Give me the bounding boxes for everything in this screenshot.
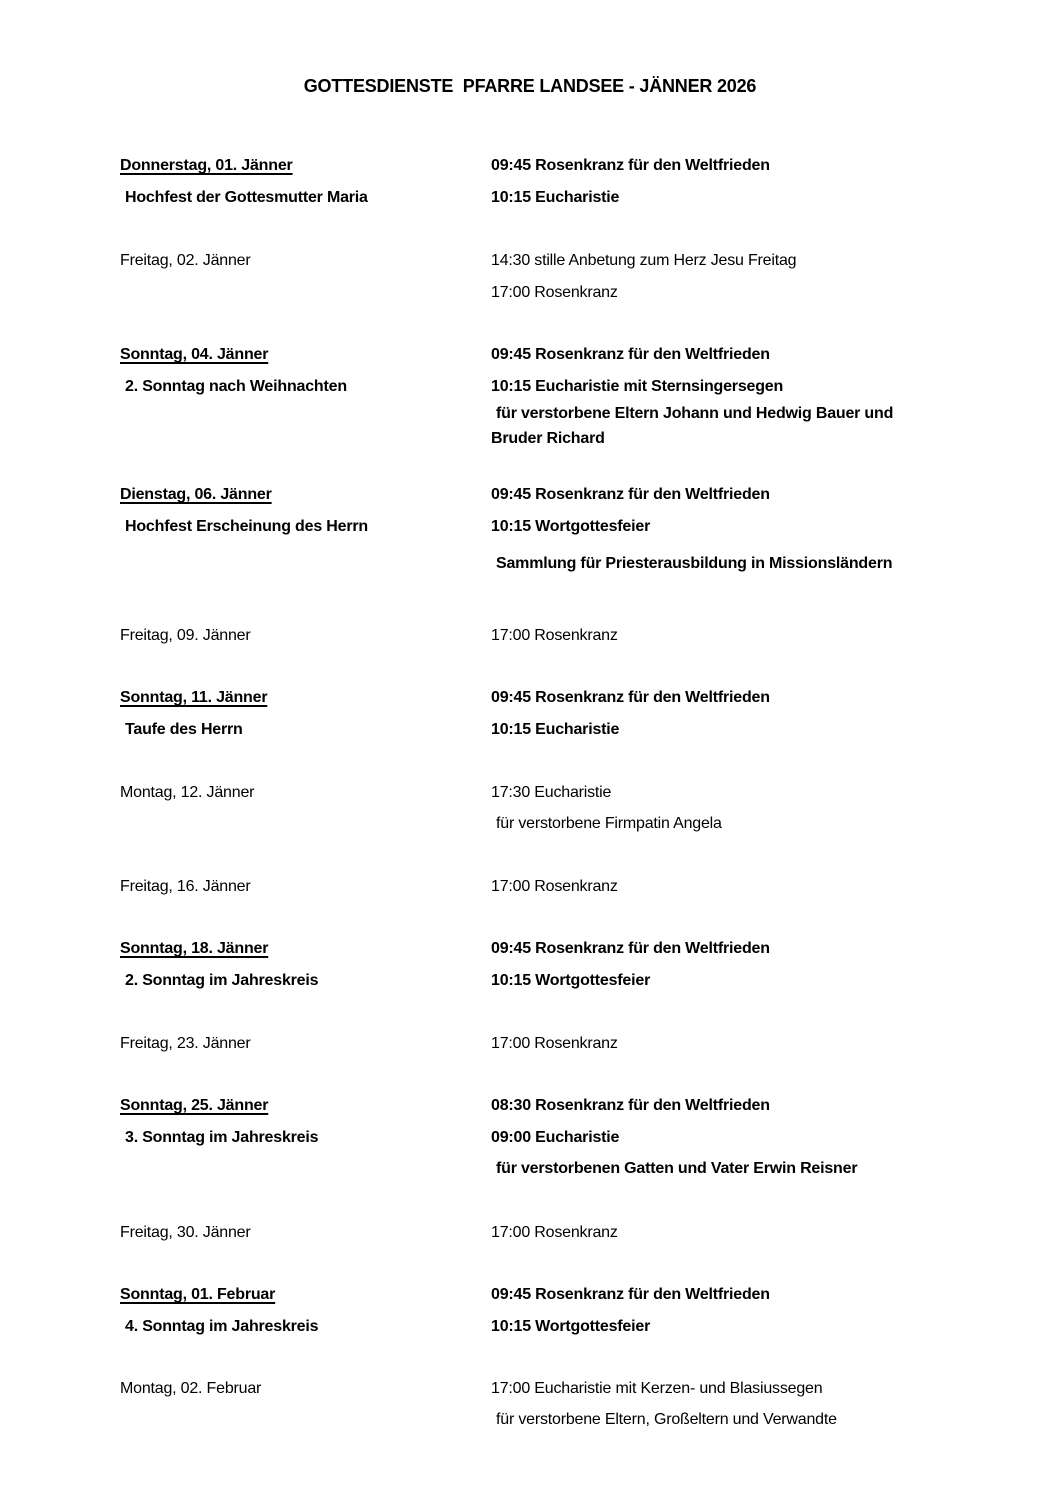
service-cell: 17:00 Eucharistie mit Kerzen- und Blasiussegen [491, 1380, 823, 1397]
service-cell: 10:15 Eucharistie mit Sternsingersegen [491, 378, 784, 395]
service-cell: für verstorbenen Gatten und Vater Erwin Reisner [496, 1160, 858, 1177]
date-cell: 3. Sonntag im Jahreskreis [125, 1129, 319, 1146]
service-cell: 10:15 Wortgottesfeier [491, 1318, 651, 1335]
date-cell: Freitag, 30. Jänner [120, 1224, 251, 1241]
service-cell: 09:45 Rosenkranz für den Weltfrieden [491, 1286, 770, 1303]
service-cell: 10:15 Wortgottesfeier [491, 518, 651, 535]
service-cell: 09:00 Eucharistie [491, 1129, 620, 1146]
service-cell: 10:15 Wortgottesfeier [491, 972, 651, 989]
date-cell: Sonntag, 25. Jänner [120, 1097, 269, 1114]
date-cell: Sonntag, 04. Jänner [120, 346, 269, 363]
date-cell: 2. Sonntag im Jahreskreis [125, 972, 319, 989]
service-cell: 17:00 Rosenkranz [491, 1035, 618, 1052]
service-cell: Bruder Richard [491, 430, 605, 447]
service-cell: 09:45 Rosenkranz für den Weltfrieden [491, 689, 770, 706]
service-cell: 17:30 Eucharistie [491, 784, 612, 801]
date-cell: 2. Sonntag nach Weihnachten [125, 378, 347, 395]
service-cell: für verstorbene Firmpatin Angela [496, 815, 722, 832]
page-title: GOTTESDIENSTE PFARRE LANDSEE - JÄNNER 2026 [303, 76, 757, 96]
service-cell: 10:15 Eucharistie [491, 189, 620, 206]
date-cell: Freitag, 09. Jänner [120, 627, 251, 644]
service-cell: 10:15 Eucharistie [491, 721, 620, 738]
date-cell: Montag, 12. Jänner [120, 784, 255, 801]
service-cell: 09:45 Rosenkranz für den Weltfrieden [491, 486, 770, 503]
service-cell: 09:45 Rosenkranz für den Weltfrieden [491, 940, 770, 957]
service-cell: für verstorbene Eltern Johann und Hedwig Bauer und [496, 405, 894, 422]
service-cell: 09:45 Rosenkranz für den Weltfrieden [491, 157, 770, 174]
date-cell: Donnerstag, 01. Jänner [120, 157, 293, 174]
date-cell: Sonntag, 01. Februar [120, 1286, 276, 1303]
service-cell: 17:00 Rosenkranz [491, 627, 618, 644]
service-cell: 08:30 Rosenkranz für den Weltfrieden [491, 1097, 770, 1114]
date-cell: Freitag, 23. Jänner [120, 1035, 251, 1052]
date-cell: Hochfest der Gottesmutter Maria [125, 189, 368, 206]
date-cell: Dienstag, 06. Jänner [120, 486, 272, 503]
date-cell: Sonntag, 18. Jänner [120, 940, 269, 957]
service-cell: Sammlung für Priesterausbildung in Missionsländern [496, 555, 893, 572]
date-cell: Freitag, 02. Jänner [120, 252, 251, 269]
date-cell: Montag, 02. Februar [120, 1380, 262, 1397]
service-cell: 17:00 Rosenkranz [491, 878, 618, 895]
date-cell: Taufe des Herrn [125, 721, 243, 738]
date-cell: Hochfest Erscheinung des Herrn [125, 518, 368, 535]
service-cell: 17:00 Rosenkranz [491, 1224, 618, 1241]
service-cell: 17:00 Rosenkranz [491, 284, 618, 301]
service-cell: für verstorbene Eltern, Großeltern und Verwandte [496, 1411, 837, 1428]
service-cell: 09:45 Rosenkranz für den Weltfrieden [491, 346, 770, 363]
date-cell: Freitag, 16. Jänner [120, 878, 251, 895]
service-cell: 14:30 stille Anbetung zum Herz Jesu Freitag [491, 252, 797, 269]
date-cell: Sonntag, 11. Jänner [120, 689, 268, 706]
date-cell: 4. Sonntag im Jahreskreis [125, 1318, 319, 1335]
